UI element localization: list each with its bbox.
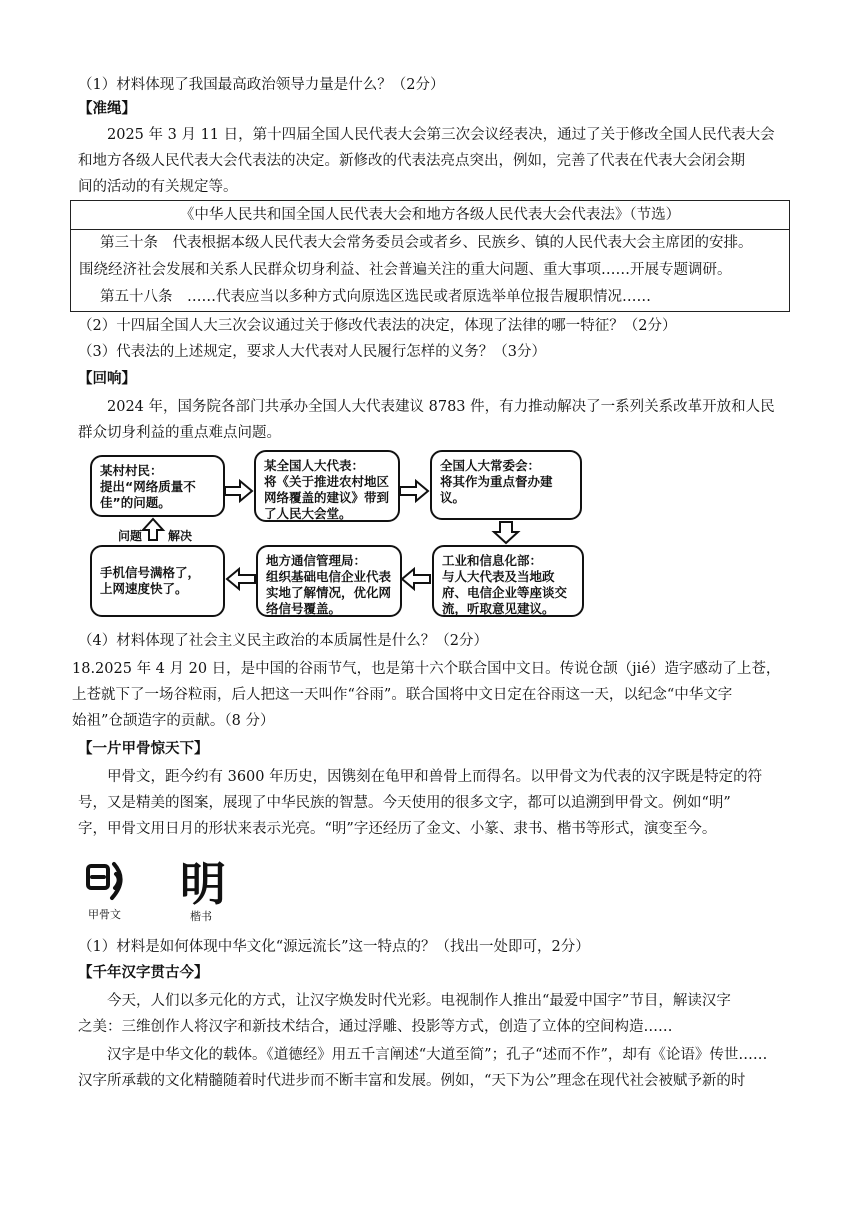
- article-30-line: 第三十条 代表根据本级人民代表大会常务委员会或者乡、民族乡、镇的人民代表大会主席团的安排。: [100, 235, 753, 251]
- article-30-line: 围绕经济社会发展和关系人民群众切身利益、社会普遍关注的重大问题、重大事项……开展专题调研。: [79, 262, 732, 278]
- question-18-line: 始祖”仓颉造字的贡献。（8 分）: [72, 713, 275, 729]
- section-heading-huixiang: 【回响】: [78, 371, 136, 387]
- flow-box-miit: 工业和信息化部： 与人大代表及当地政府、电信企业等座谈交流，听取意见建议。: [432, 545, 584, 617]
- paragraph-line: 汉字所承载的文化精髓随着时代进步而不断丰富和发展。例如，“天下为公”理念在现代社会被赋予新的时: [78, 1073, 746, 1089]
- question-1: （1）材料体现了我国最高政治领导力量是什么？（2分）: [78, 77, 445, 93]
- flow-label-problem: 问题: [118, 529, 143, 543]
- section-heading-zhunsheng: 【准绳】: [78, 101, 136, 117]
- oracle-bone-ming-glyph: [82, 858, 132, 904]
- flow-box-deputy: 某全国人大代表： 将《关于推进农村地区网络覆盖的建议》带到了人民大会堂。: [254, 450, 400, 522]
- arrow-up-icon: [143, 519, 163, 540]
- flow-box-npc-standing-committee: 全国人大常委会： 将其作为重点督办建议。: [430, 450, 582, 520]
- paragraph-line: 之美：三维创作人将汉字和新技术结合，通过浮雕、投影等方式，创造了立体的空间构造……: [78, 1019, 673, 1035]
- arrow-down-icon: [494, 522, 518, 543]
- paragraph-line: 2025 年 3 月 11 日，第十四届全国人民代表大会第三次会议经表决，通过了关于修改全国人民代表大会: [107, 127, 775, 143]
- arrow-right-icon: [400, 481, 428, 501]
- paragraph-line: 今天，人们以多元化的方式，让汉字焕发时代光彩。电视制作人推出“最爱中国字”节目，解读汉字: [107, 993, 731, 1009]
- section-heading-jiagu: 【一片甲骨惊天下】: [78, 741, 209, 757]
- caption-jiaguwen: 甲骨文: [88, 908, 121, 921]
- article-58: 第五十八条 ……代表应当以多种方式向原选区选民或者原选举单位报告履职情况……: [100, 289, 651, 305]
- flow-box-villager: 某村村民： 提出“网络质量不佳”的问题。: [90, 455, 225, 517]
- question-2: （2）十四届全国人大三次会议通过关于修改代表法的决定，体现了法律的哪一特征？（2分）: [78, 318, 677, 334]
- paragraph-line: 号，又是精美的图案，展现了中华民族的智慧。今天使用的很多文字，都可以追溯到甲骨文。例如“明”: [78, 795, 731, 811]
- paragraph-line: 2024 年，国务院各部门共承办全国人大代表建议 8783 件，有力推动解决了一系列关系改革开放和人民: [107, 399, 775, 415]
- section-heading-qiannian: 【千年汉字贯古今】: [78, 965, 209, 981]
- paragraph-line: 字，甲骨文用日月的形状来表示光亮。“明”字还经历了金文、小篆、隶书、楷书等形式，演变至今。: [78, 821, 717, 837]
- paragraph-line: 群众切身利益的重点难点问题。: [78, 425, 281, 441]
- paragraph-line: 和地方各级人民代表大会代表法的决定。新修改的代表法亮点突出，例如，完善了代表在代表大会闭会期: [78, 153, 745, 169]
- caption-kaishu: 楷书: [190, 910, 212, 923]
- paragraph-line: 甲骨文，距今约有 3600 年历史，因镌刻在龟甲和兽骨上而得名。以甲骨文为代表的汉字既是特定的符: [107, 769, 763, 785]
- arrow-left-icon: [402, 569, 430, 589]
- question-18-line: 上苍就下了一场谷粒雨，后人把这一天叫作“谷雨”。联合国将中文日定在谷雨这一天，以纪念“中华文字: [72, 687, 733, 703]
- arrow-right-icon: [225, 481, 252, 501]
- flow-box-result: 手机信号满格了， 上网速度快了。: [90, 545, 225, 617]
- question-4: （4）材料体现了社会主义民主政治的本质属性是什么？（2分）: [78, 633, 488, 649]
- arrow-left-icon: [227, 569, 255, 589]
- flow-label-solve: 解决: [168, 529, 193, 543]
- question-18-1: （1）材料是如何体现中华文化“源远流长”这一特点的？（找出一处即可，2分）: [78, 939, 590, 955]
- paragraph-line: 汉字是中华文化的载体。《道德经》用五千言阐述“大道至简”；孔子“述而不作”，却有《论语》传世……: [107, 1047, 768, 1063]
- flow-box-telecom-bureau: 地方通信管理局： 组织基础电信企业代表实地了解情况，优化网络信号覆盖。: [256, 545, 402, 617]
- kaishu-ming-char: 明: [180, 857, 226, 911]
- paragraph-line: 间的活动的有关规定等。: [78, 179, 238, 195]
- question-18-line: 18.2025 年 4 月 20 日，是中国的谷雨节气，也是第十六个联合国中文日。传说仓颉（jié）造字感动了上苍，: [72, 661, 781, 677]
- law-title: 《中华人民共和国全国人民代表大会和地方各级人民代表大会代表法》（节选）: [71, 201, 789, 230]
- question-3: （3）代表法的上述规定，要求人大代表对人民履行怎样的义务？（3分）: [78, 344, 546, 360]
